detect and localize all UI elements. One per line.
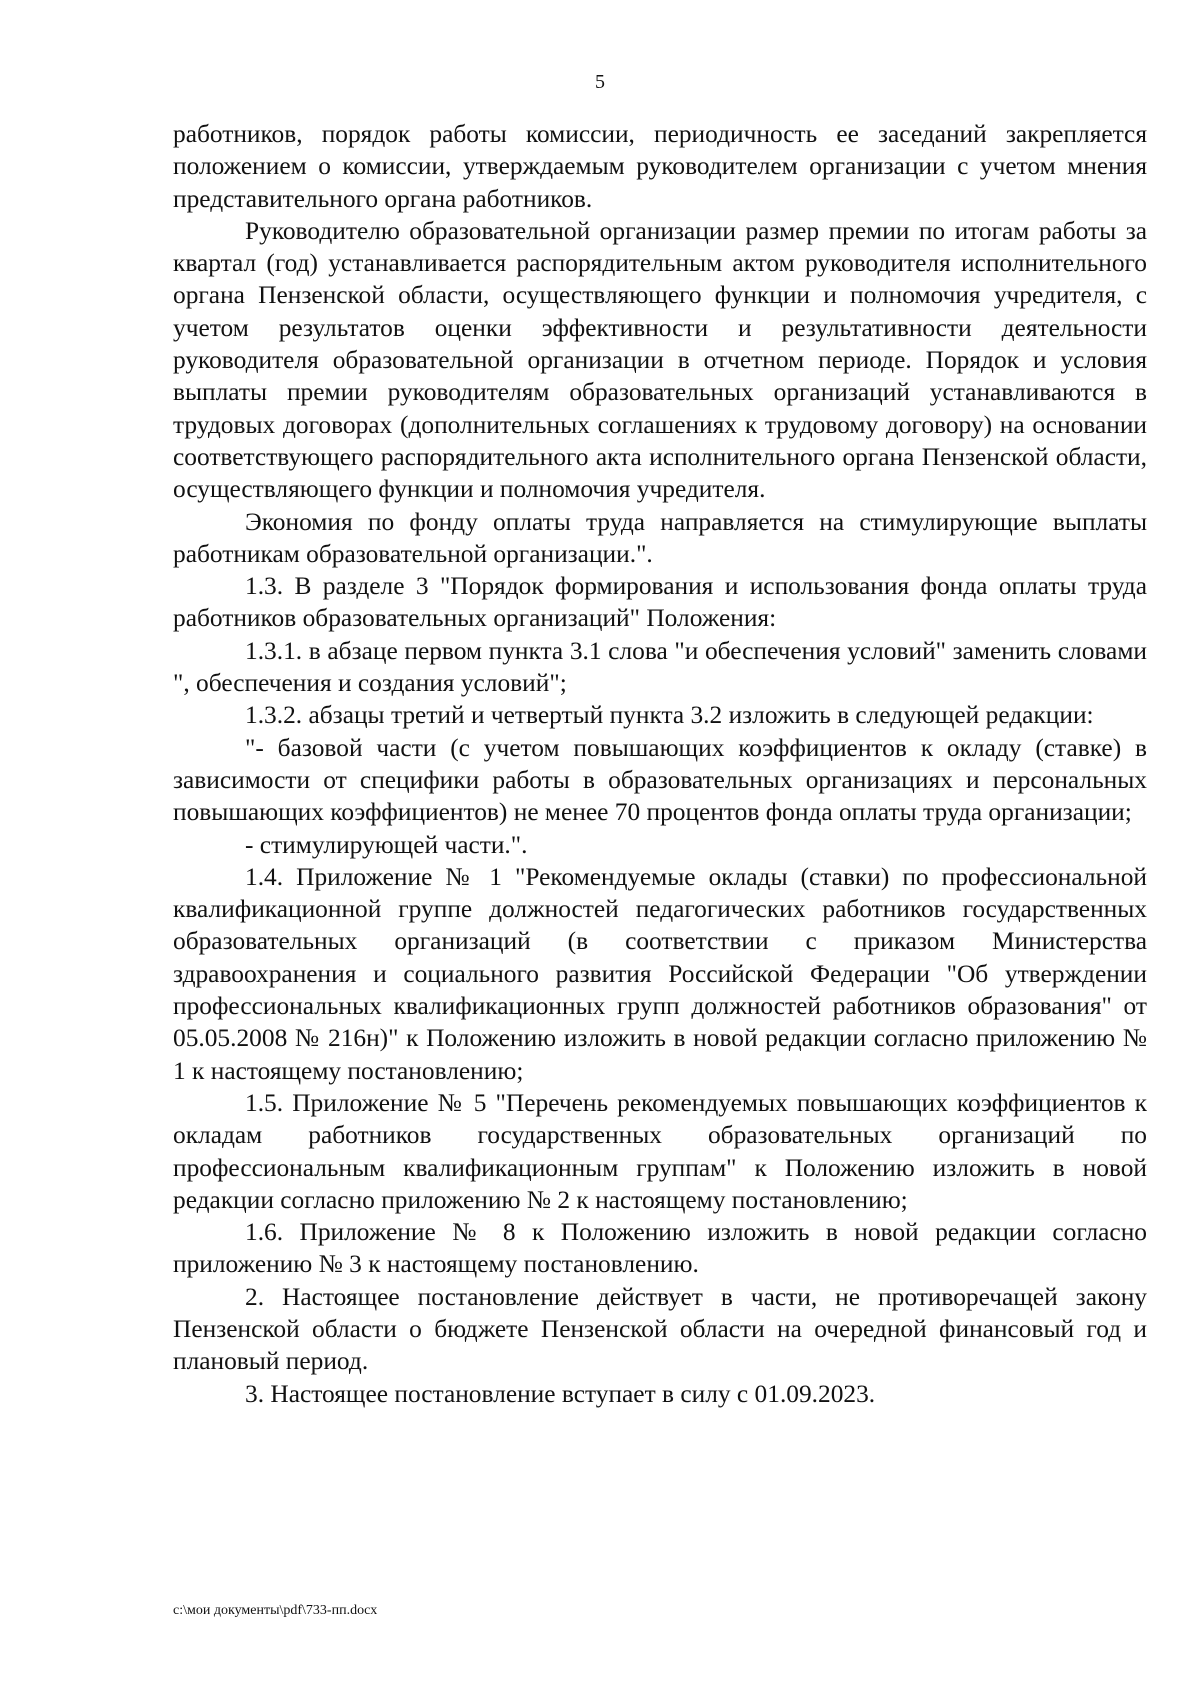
paragraph-1-3-1: 1.3.1. в абзаце первом пункта 3.1 слова "и обеспечения условий" заменить словами ", обеспечения и создания условий"; xyxy=(173,636,1147,698)
paragraph-1-4: 1.4. Приложение № 1 "Рекомендуемые оклады (ставки) по профессиональной квалификационной группе должностей педагогических работников государственных образовательных организаций (в соответствии с приказом Министерства здравоохранения и социального развития Российской Федерации "Об утверждении профессиональных квалификационных групп должностей работников образования" от 05.05.2008 № 216н)" к Положению изложить в новой редакции согласно приложению № 1 к настоящему постановлению; xyxy=(173,862,1147,1085)
page-number: 5 xyxy=(595,71,605,93)
paragraph-1-3: 1.3. В разделе 3 "Порядок формирования и использования фонда оплаты труда работников образовательных организаций" Положения: xyxy=(173,572,1147,633)
paragraph-head-bonus: Руководителю образовательной организации размер премии по итогам работы за квартал (год) устанавливается распорядительным актом руководителя исполнительного органа Пензенской области, осуществляющего функции и полномочия учредителя, с учетом результатов оценки эффективности и результативности деятельности руководителя образовательной организации в отчетном периоде. Порядок и условия выплаты премии руководителям образовательных организаций устанавливаются в трудовых договорах (дополнительных соглашениях к трудовому договору) на основании соответствующего распорядительного акта исполнительного органа Пензенской области, осуществляющего функции и полномочия учредителя. xyxy=(173,216,1147,504)
paragraph-3: 3. Настоящее постановление вступает в силу с 01.09.2023. xyxy=(245,1379,876,1408)
paragraph-1-5: 1.5. Приложение № 5 "Перечень рекомендуемых повышающих коэффициентов к окладам работников государственных образовательных организаций по профессиональным квалификационным группам" к Положению изложить в новой редакции согласно приложению № 2 к настоящему постановлению; xyxy=(173,1088,1147,1214)
paragraph-stimulating-part: - стимулирующей части.". xyxy=(245,830,528,859)
paragraph-2: 2. Настоящее постановление действует в части, не противоречащей закону Пензенской области о бюджете Пензенской области на очередной финансовый год и плановый период. xyxy=(173,1282,1147,1376)
footer-file-path: c:\мои документы\pdf\733-пп.docx xyxy=(173,1603,378,1618)
paragraph-1-3-2: 1.3.2. абзацы третий и четвертый пункта 3.2 изложить в следующей редакции: xyxy=(245,701,1094,730)
paragraph-1-6: 1.6. Приложение № 8 к Положению изложить в новой редакции согласно приложению № 3 к настоящему постановлению. xyxy=(173,1218,1147,1279)
document-body xyxy=(173,118,1147,1410)
paragraph-base-part: "- базовой части (с учетом повышающих коэффициентов к окладу (ставке) в зависимости от специфики работы в образовательных организациях и персональных повышающих коэффициентов) не менее 70 процентов фонда оплаты труда организации; xyxy=(173,733,1147,827)
paragraph-continuation: работников, порядок работы комиссии, периодичность ее заседаний закрепляется положением о комиссии, утверждаемым руководителем организации с учетом мнения представительного органа работников. xyxy=(173,120,1147,213)
paragraph-savings: Экономия по фонду оплаты труда направляется на стимулирующие выплаты работникам образовательной организации.". xyxy=(173,507,1147,568)
